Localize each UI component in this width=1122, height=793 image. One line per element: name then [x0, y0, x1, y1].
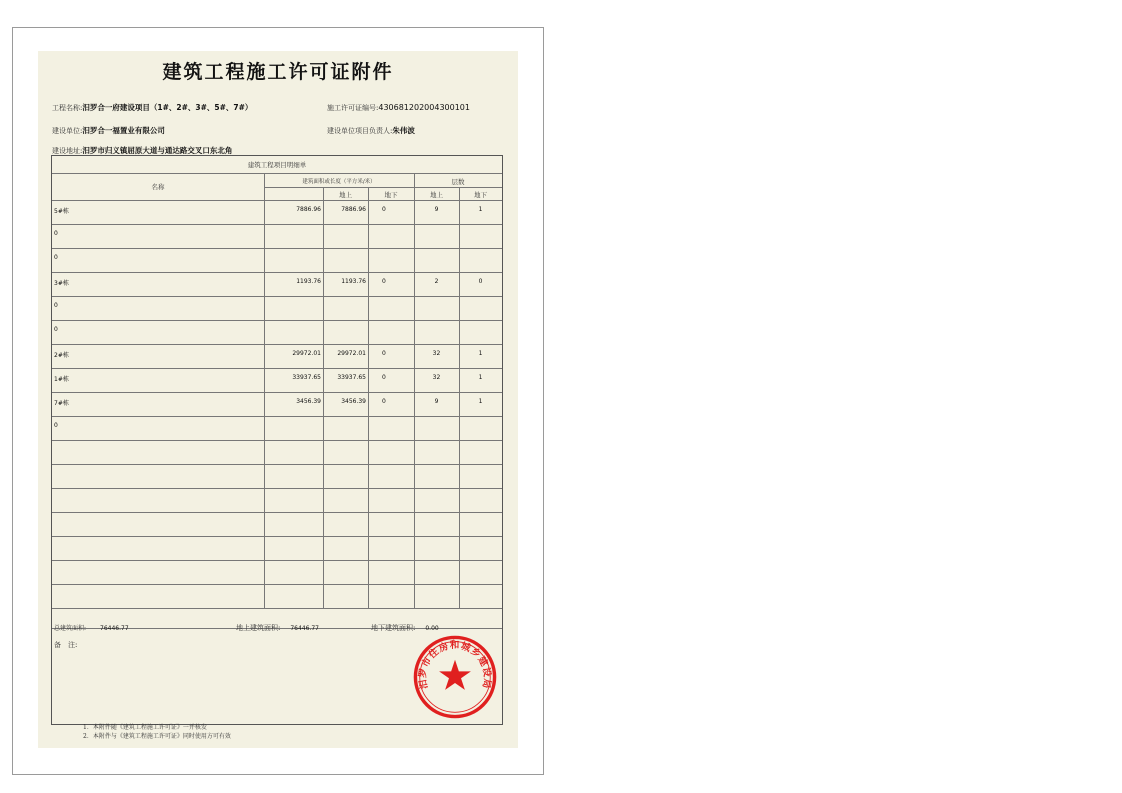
table-cell-fb: 1	[478, 206, 483, 213]
permit-number-value: 430681202004300101	[378, 103, 470, 112]
table-cell-name: 0	[54, 230, 58, 237]
table-cell-fa: 2	[434, 278, 439, 285]
table-cell-fb: 1	[478, 374, 483, 381]
table-row	[52, 248, 502, 272]
table-row	[52, 440, 502, 464]
table-cell-below: 0	[382, 374, 386, 381]
permit-number-label: 施工许可证编号:	[327, 104, 379, 112]
table-cell-name: 0	[54, 326, 58, 333]
total-area-value: 76446.77	[100, 625, 129, 632]
table-row	[52, 368, 502, 392]
table-row	[52, 344, 502, 368]
project-manager-field	[327, 118, 415, 137]
footnote-1: 1．本附件随《建筑工程施工许可证》一并核发	[83, 724, 207, 731]
subheader-area-below: 地下	[384, 191, 398, 199]
subheader-floors-below: 地下	[474, 191, 487, 199]
table-row	[52, 464, 502, 488]
below-ground-area-value: 0.00	[425, 625, 439, 632]
table-cell-below: 0	[382, 206, 386, 213]
project-manager-label: 建设单位项目负责人:	[327, 127, 393, 135]
footnote-2: 2．本附件与《建筑工程施工许可证》同时使用方可有效	[83, 733, 231, 740]
table-cell-below: 0	[382, 278, 386, 285]
construction-unit-label: 建设单位:	[52, 127, 83, 135]
project-name-field	[52, 95, 252, 114]
table-cell-above: 1193.76	[341, 278, 366, 285]
remarks-label: 备 注:	[54, 641, 78, 649]
table-cell-total: 7886.96	[296, 206, 321, 213]
permit-number-field	[327, 95, 470, 114]
table-cell-fa: 9	[434, 206, 439, 213]
column-header-area: 建筑面积或长度（平方米/米）	[302, 179, 376, 185]
seal-star-icon	[439, 660, 471, 690]
permit-attachment-page	[38, 51, 518, 748]
subheader-floors-above: 地上	[430, 191, 443, 199]
table-cell-name: 7#栋	[54, 400, 69, 407]
table-cell-name: 0	[54, 254, 58, 261]
table-row	[52, 536, 502, 560]
seal-text: 汨罗市住房和城乡建设局	[417, 640, 493, 690]
table-cell-name: 0	[54, 302, 58, 309]
table-cell-total: 33937.65	[292, 374, 321, 381]
table-cell-below: 0	[382, 398, 386, 405]
table-cell-below: 0	[382, 350, 386, 357]
table-cell-name: 5#栋	[54, 208, 69, 215]
subheader-area-above: 地上	[339, 191, 352, 199]
table-cell-above: 29972.01	[337, 350, 366, 357]
table-cell-fb: 0	[478, 278, 483, 285]
table-cell-fb: 1	[478, 398, 483, 405]
address-value: 汨罗市归义镇屈原大道与通达路交叉口东北角	[82, 146, 233, 155]
above-ground-area-field	[236, 615, 319, 634]
table-cell-total: 1193.76	[296, 278, 321, 285]
construction-unit-field	[52, 118, 165, 137]
official-seal-stamp	[412, 634, 498, 720]
table-cell-above: 3456.39	[341, 398, 366, 405]
table-row	[52, 584, 502, 608]
project-name-label: 工程名称:	[52, 104, 83, 112]
below-ground-area-label: 地下建筑面积:	[371, 624, 416, 632]
above-ground-area-value: 76446.77	[290, 625, 319, 632]
table-cell-fa: 32	[432, 350, 441, 357]
address-label: 建设地址:	[52, 147, 83, 155]
project-manager-value: 朱伟波	[392, 126, 415, 135]
table-row	[52, 320, 502, 344]
table-cell-name: 0	[54, 422, 58, 429]
table-row	[52, 200, 502, 224]
table-row	[52, 392, 502, 416]
column-header-name: 名称	[151, 183, 165, 191]
table-cell-fa: 9	[434, 398, 439, 405]
table-cell-above: 7886.96	[341, 206, 366, 213]
table-cell-above: 33937.65	[337, 374, 366, 381]
table-cell-name: 3#栋	[54, 280, 69, 287]
column-header-floors: 层数	[451, 178, 465, 186]
total-area-label: 总建筑面积:	[54, 625, 87, 632]
table-row	[52, 416, 502, 440]
document-title: 建筑工程施工许可证附件	[162, 61, 394, 83]
table-row	[52, 560, 502, 584]
table-row	[52, 512, 502, 536]
construction-unit-value: 汨罗合一福置业有限公司	[82, 126, 165, 135]
below-ground-area-field	[371, 615, 439, 634]
table-cell-name: 2#栋	[54, 352, 69, 359]
total-area-field	[54, 615, 129, 634]
table-row	[52, 488, 502, 512]
table-cell-fa: 32	[432, 374, 441, 381]
table-cell-total: 29972.01	[292, 350, 321, 357]
above-ground-area-label: 地上建筑面积:	[236, 624, 281, 632]
project-name-value: 汨罗合一府建设项目（1#、2#、3#、5#、7#）	[82, 103, 253, 112]
table-cell-fb: 1	[478, 350, 483, 357]
table-cell-total: 3456.39	[296, 398, 321, 405]
table-row	[52, 296, 502, 320]
table-row	[52, 272, 502, 296]
table-cell-name: 1#栋	[54, 376, 69, 383]
table-caption: 建筑工程项目明细单	[247, 161, 307, 169]
table-row	[52, 224, 502, 248]
